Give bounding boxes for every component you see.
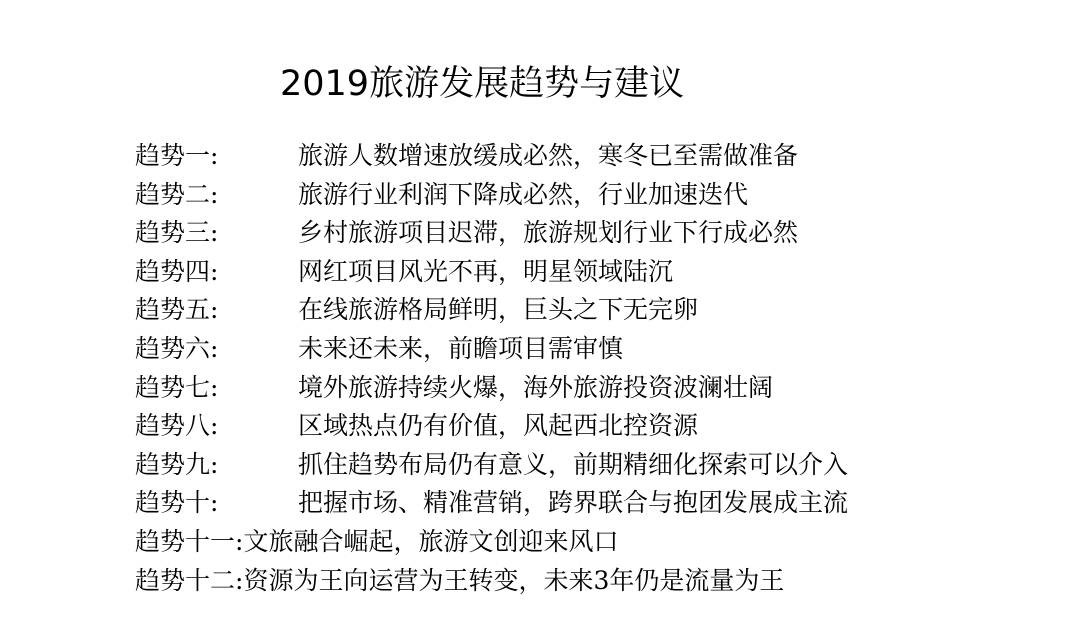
trend-text: 旅游人数增速放缓成必然，寒冬已至需做准备: [298, 141, 799, 170]
page-title: 2019旅游发展趋势与建议: [280, 64, 685, 104]
trend-label: 趋势六:: [135, 333, 219, 363]
trend-label: 趋势九:: [135, 449, 219, 479]
list-item: [135, 407, 848, 446]
trend-label: 趋势三:: [135, 218, 219, 248]
trend-text: 资源为王向运营为王转变，未来3年仍是流量为王: [243, 565, 785, 595]
trend-label: 趋势四:: [135, 256, 219, 286]
trend-text: 未来还未来，前瞻项目需审慎: [298, 333, 624, 363]
trend-text: 区域热点仍有价值，风起西北控资源: [298, 411, 699, 441]
trend-label: 趋势一:: [135, 141, 219, 170]
trend-text: 文旅融合崛起，旅游文创迎来风口: [243, 526, 619, 556]
list-item: [135, 291, 848, 330]
list-item: [135, 330, 848, 369]
trend-label: 趋势十二:: [135, 565, 244, 595]
trend-text: 乡村旅游项目迟滞，旅游规划行业下行成必然: [298, 218, 799, 248]
trend-text: 把握市场、精准营销，跨界联合与抱团发展成主流: [298, 488, 849, 518]
list-item: [135, 253, 848, 292]
list-item: [135, 523, 848, 562]
list-item: [135, 562, 848, 601]
trend-text: 抓住趋势布局仍有意义，前期精细化探索可以介入: [298, 449, 849, 479]
list-item: [135, 176, 848, 215]
trend-text: 在线旅游格局鲜明，巨头之下无完卵: [298, 295, 699, 325]
list-item: [135, 214, 848, 253]
trend-text: 境外旅游持续火爆，海外旅游投资波澜壮阔: [298, 372, 774, 402]
trend-label: 趋势十:: [135, 488, 219, 518]
list-item: [135, 369, 848, 408]
trend-label: 趋势十一:: [135, 526, 244, 556]
trend-label: 趋势八:: [135, 411, 219, 441]
trend-list: [135, 137, 848, 600]
trend-label: 趋势二:: [135, 179, 219, 209]
list-item: [135, 137, 848, 176]
trend-text: 网红项目风光不再，明星领域陆沉: [298, 256, 674, 286]
trend-label: 趋势七:: [135, 372, 219, 402]
trend-text: 旅游行业利润下降成必然，行业加速迭代: [298, 179, 749, 209]
list-item: [135, 446, 848, 485]
trend-label: 趋势五:: [135, 295, 219, 325]
list-item: [135, 484, 848, 523]
